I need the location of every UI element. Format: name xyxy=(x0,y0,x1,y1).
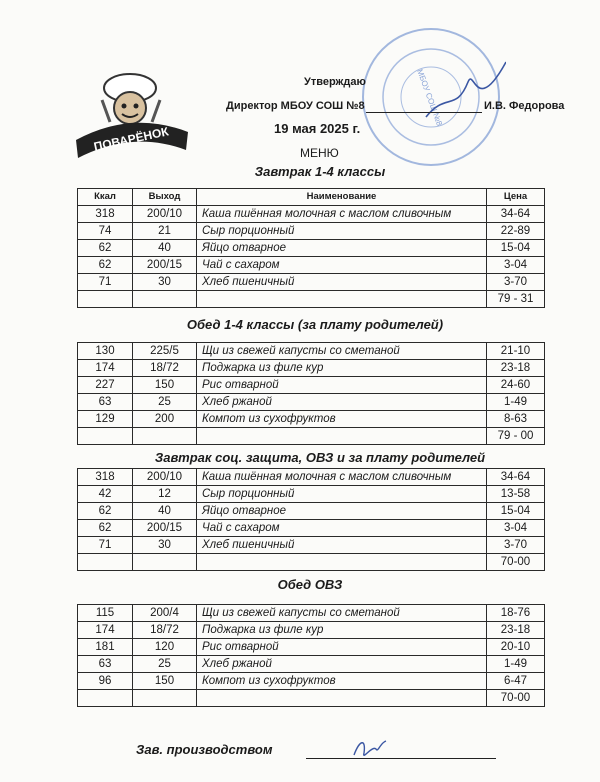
kcal-cell: 181 xyxy=(78,639,133,656)
out-cell: 150 xyxy=(133,377,197,394)
povaryonok-logo xyxy=(72,70,192,160)
kcal-cell: 129 xyxy=(78,411,133,428)
total-row xyxy=(78,291,545,308)
kcal-cell: 96 xyxy=(78,673,133,690)
out-cell: 40 xyxy=(133,240,197,257)
table-row xyxy=(78,639,545,656)
price-cell: 3-70 xyxy=(487,537,545,554)
price-cell: 15-04 xyxy=(487,503,545,520)
footer-signature-line xyxy=(306,758,496,759)
section-title-lunch-1-4: Обед 1-4 классы (за плату родителей) xyxy=(186,317,444,332)
price-cell: 21-10 xyxy=(487,343,545,360)
out-cell: 40 xyxy=(133,503,197,520)
menu-table-lunch-ovz xyxy=(77,604,545,707)
name-cell: Хлеб ржаной xyxy=(197,394,487,411)
handwritten-signature xyxy=(350,735,390,765)
col-kcal: Ккал xyxy=(78,189,133,206)
table-row xyxy=(78,360,545,377)
kcal-cell: 63 xyxy=(78,394,133,411)
price-cell: 20-10 xyxy=(487,639,545,656)
table-row xyxy=(78,257,545,274)
table-row xyxy=(78,520,545,537)
table-row xyxy=(78,394,545,411)
name-cell: Сыр порционный xyxy=(197,223,487,240)
menu-table-breakfast-1-4 xyxy=(77,188,545,308)
name-cell: Хлеб пшеничный xyxy=(197,537,487,554)
col-name: Наименование xyxy=(197,189,487,206)
table-row xyxy=(78,411,545,428)
kcal-cell: 174 xyxy=(78,360,133,377)
total-cell: 70-00 xyxy=(487,690,545,707)
kcal-cell: 74 xyxy=(78,223,133,240)
production-head-label: Зав. производством xyxy=(136,742,273,757)
signature-line xyxy=(366,112,482,113)
menu-title: МЕНЮ xyxy=(300,146,339,160)
section-title-breakfast-social: Завтрак соц. защита, ОВЗ и за плату родителей xyxy=(154,450,486,465)
out-cell: 30 xyxy=(133,537,197,554)
table-row xyxy=(78,605,545,622)
school-stamp xyxy=(356,22,506,172)
total-row xyxy=(78,428,545,445)
price-cell: 23-18 xyxy=(487,360,545,377)
director-label: Директор МБОУ СОШ №8 xyxy=(226,100,365,112)
price-cell: 3-04 xyxy=(487,257,545,274)
kcal-cell: 174 xyxy=(78,622,133,639)
date-label: 19 мая 2025 г. xyxy=(274,121,361,136)
price-cell: 3-70 xyxy=(487,274,545,291)
price-cell: 8-63 xyxy=(487,411,545,428)
out-cell: 225/5 xyxy=(133,343,197,360)
name-cell: Компот из сухофруктов xyxy=(197,673,487,690)
name-cell: Поджарка из филе кур xyxy=(197,360,487,377)
col-out: Выход xyxy=(133,189,197,206)
name-cell: Каша пшённая молочная с маслом сливочным xyxy=(197,469,487,486)
name-cell: Яйцо отварное xyxy=(197,240,487,257)
out-cell: 200/15 xyxy=(133,520,197,537)
price-cell: 34-64 xyxy=(487,469,545,486)
out-cell: 120 xyxy=(133,639,197,656)
name-cell: Каша пшённая молочная с маслом сливочным xyxy=(197,206,487,223)
name-cell: Сыр порционный xyxy=(197,486,487,503)
total-row xyxy=(78,554,545,571)
price-cell: 6-47 xyxy=(487,673,545,690)
name-cell: Чай с сахаром xyxy=(197,520,487,537)
name-cell: Рис отварной xyxy=(197,377,487,394)
table-row xyxy=(78,206,545,223)
table-row xyxy=(78,223,545,240)
price-cell: 34-64 xyxy=(487,206,545,223)
out-cell: 200/10 xyxy=(133,206,197,223)
table-row xyxy=(78,622,545,639)
out-cell: 30 xyxy=(133,274,197,291)
price-cell: 23-18 xyxy=(487,622,545,639)
kcal-cell: 62 xyxy=(78,240,133,257)
out-cell: 18/72 xyxy=(133,622,197,639)
out-cell: 200/10 xyxy=(133,469,197,486)
total-cell: 70-00 xyxy=(487,554,545,571)
out-cell: 25 xyxy=(133,394,197,411)
kcal-cell: 115 xyxy=(78,605,133,622)
kcal-cell: 130 xyxy=(78,343,133,360)
out-cell: 150 xyxy=(133,673,197,690)
name-cell: Хлеб пшеничный xyxy=(197,274,487,291)
table-header xyxy=(78,189,545,206)
price-cell: 13-58 xyxy=(487,486,545,503)
menu-table-lunch-1-4 xyxy=(77,342,545,445)
table-row xyxy=(78,377,545,394)
stamp-text: МБОУ СОШ №8 xyxy=(415,67,445,128)
section-title-lunch-ovz: Обед ОВЗ xyxy=(277,577,343,592)
kcal-cell: 62 xyxy=(78,503,133,520)
section-title-breakfast-1-4: Завтрак 1-4 классы xyxy=(254,164,386,179)
name-cell: Рис отварной xyxy=(197,639,487,656)
price-cell: 18-76 xyxy=(487,605,545,622)
out-cell: 12 xyxy=(133,486,197,503)
table-row xyxy=(78,486,545,503)
table-row xyxy=(78,656,545,673)
table-row xyxy=(78,537,545,554)
name-cell: Щи из свежей капусты со сметаной xyxy=(197,605,487,622)
out-cell: 200 xyxy=(133,411,197,428)
out-cell: 200/4 xyxy=(133,605,197,622)
table-row xyxy=(78,673,545,690)
menu-table-breakfast-social xyxy=(77,468,545,571)
director-name: И.В. Федорова xyxy=(484,100,565,112)
kcal-cell: 63 xyxy=(78,656,133,673)
price-cell: 22-89 xyxy=(487,223,545,240)
total-cell: 79 - 31 xyxy=(487,291,545,308)
kcal-cell: 62 xyxy=(78,257,133,274)
total-cell: 79 - 00 xyxy=(487,428,545,445)
approve-label: Утверждаю xyxy=(304,76,366,88)
price-cell: 15-04 xyxy=(487,240,545,257)
name-cell: Щи из свежей капусты со сметаной xyxy=(197,343,487,360)
kcal-cell: 71 xyxy=(78,274,133,291)
price-cell: 3-04 xyxy=(487,520,545,537)
out-cell: 25 xyxy=(133,656,197,673)
total-row xyxy=(78,690,545,707)
kcal-cell: 71 xyxy=(78,537,133,554)
table-row xyxy=(78,469,545,486)
kcal-cell: 62 xyxy=(78,520,133,537)
table-row xyxy=(78,503,545,520)
kcal-cell: 227 xyxy=(78,377,133,394)
col-price: Цена xyxy=(487,189,545,206)
table-row xyxy=(78,343,545,360)
price-cell: 24-60 xyxy=(487,377,545,394)
out-cell: 18/72 xyxy=(133,360,197,377)
out-cell: 21 xyxy=(133,223,197,240)
table-row xyxy=(78,240,545,257)
name-cell: Чай с сахаром xyxy=(197,257,487,274)
name-cell: Яйцо отварное xyxy=(197,503,487,520)
kcal-cell: 42 xyxy=(78,486,133,503)
name-cell: Хлеб ржаной xyxy=(197,656,487,673)
logo-text: ПОВАРЁНОК xyxy=(92,124,170,154)
name-cell: Поджарка из филе кур xyxy=(197,622,487,639)
kcal-cell: 318 xyxy=(78,469,133,486)
table-row xyxy=(78,274,545,291)
out-cell: 200/15 xyxy=(133,257,197,274)
price-cell: 1-49 xyxy=(487,656,545,673)
kcal-cell: 318 xyxy=(78,206,133,223)
price-cell: 1-49 xyxy=(487,394,545,411)
name-cell: Компот из сухофруктов xyxy=(197,411,487,428)
